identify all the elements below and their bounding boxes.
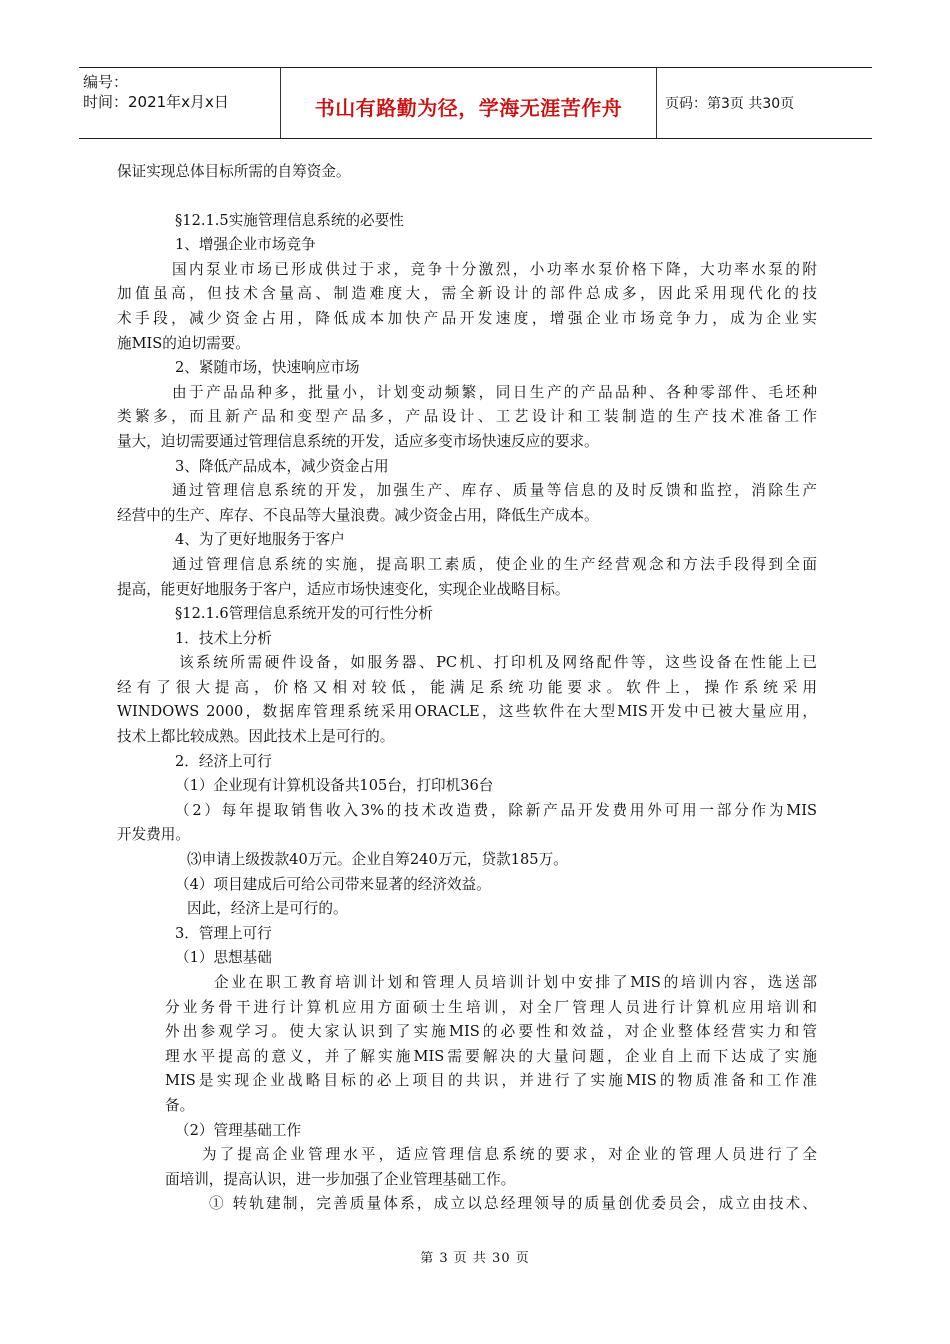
text-line: 2、紧随市场，快速响应市场 — [175, 359, 360, 377]
text-line: 1、增强企业市场竞争 — [175, 236, 316, 254]
text-line: §12.1.5实施管理信息系统的必要性 — [175, 211, 404, 229]
text-line: 类繁多，而且新产品和变型产品多，产品设计、工艺设计和工装制造的生产技术准备工作 — [117, 408, 817, 426]
text-line: 分业务骨干进行计算机应用方面硕士生培训，对全厂管理人员进行计算机应用培训和 — [165, 998, 817, 1016]
text-line: 由于产品品种多，批量小，计划变动频繁，同日生产的产品品种、各种零部件、毛坯种 — [172, 383, 817, 401]
text-line: 通过管理信息系统的开发，加强生产、库存、质量等信息的及时反馈和监控，消除生产 — [172, 482, 817, 500]
text-line: 保证实现总体目标所需的自筹资金。 — [117, 163, 351, 180]
header-page-info — [657, 68, 872, 138]
page-info: 页码：第3页 共30页 — [665, 96, 795, 112]
page-footer: 第 3 页 共 30 页 — [420, 1251, 530, 1266]
text-line: （2）管理基础工作 — [175, 1121, 302, 1139]
text-line: （1）企业现有计算机设备共105台，打印机36台 — [175, 777, 494, 795]
text-line: 因此，经济上是可行的。 — [187, 900, 348, 918]
text-line: 3、降低产品成本，减少资金占用 — [175, 457, 389, 475]
text-line: 技术上都比较成熟。因此技术上是可行的。 — [117, 728, 395, 746]
text-line: 术手段，减少资金占用，降低成本加快产品开发速度，增强企业市场竞争力，成为企业实 — [117, 309, 817, 327]
text-line: 加值虽高，但技术含量高、制造难度大，需全新设计的部件总成多，因此采用现代化的技 — [117, 285, 817, 303]
text-line: §12.1.6管理信息系统开发的可行性分析 — [175, 605, 434, 623]
text-line: 2．经济上可行 — [175, 752, 272, 770]
document-body — [117, 160, 817, 1217]
text-line: 该系统所需硬件设备，如服务器、PC机、打印机及网络配件等，这些设备在性能上已 — [179, 654, 817, 672]
header-motto: 书山有路勤为径，学海无涯苦作舟 — [314, 95, 623, 120]
text-line: 理水平提高的意义，并了解实施MIS需要解决的大量问题，企业自上而下达成了实施 — [165, 1047, 817, 1065]
text-line: 国内泵业市场已形成供过于求，竞争十分激烈，小功率水泵价格下降，大功率水泵的附 — [172, 260, 817, 278]
paragraph-spacer — [117, 185, 817, 209]
text-line: ⑶申请上级拨款40万元。企业自筹240万元，贷款185万。 — [187, 851, 568, 869]
text-line: 4、为了更好地服务于客户 — [175, 531, 345, 549]
header-motto-cell — [281, 68, 657, 138]
text-line: 经有了很大提高，价格又相对较低，能满足系统功能要求。软件上，操作系统采用 — [117, 678, 817, 696]
text-line: 提高，能更好地服务于客户，适应市场快速变化，实现企业战略目标。 — [117, 580, 570, 598]
text-line: 施MIS的迫切需要。 — [117, 334, 250, 352]
text-line: 面培训，提高认识，进一步加强了企业管理基础工作。 — [165, 1170, 516, 1188]
text-line: （1）思想基础 — [175, 949, 272, 967]
text-line: 量大，迫切需要通过管理信息系统的开发，适应多变市场快速反应的要求。 — [117, 432, 599, 450]
text-line: 1．技术上分析 — [175, 629, 272, 647]
text-line: 为了提高企业管理水平，适应管理信息系统的要求，对企业的管理人员进行了全 — [202, 1146, 817, 1164]
text-line: （2）每年提取销售收入3%的技术改造费，除新产品开发费用外可用一部分作为MIS — [175, 801, 817, 819]
document-number: 编号： — [83, 73, 129, 91]
text-line: WINDOWS 2000，数据库管理系统采用ORACLE，这些软件在大型MIS开发中已被大量应用， — [117, 703, 817, 721]
header-meta — [79, 68, 281, 138]
text-line: 企业在职工教育培训计划和管理人员培训计划中安排了MIS的培训内容，选送部 — [214, 974, 817, 991]
text-line: MIS是实现企业战略目标的必上项目的共识，并进行了实施MIS的物质准备和工作准 — [165, 1072, 817, 1090]
text-line: 外出参观学习。使大家认识到了实施MIS的必要性和效益，对企业整体经营实力和管 — [165, 1023, 817, 1041]
document-date: 时间：2021年x月x日 — [83, 93, 229, 111]
page-header — [79, 67, 872, 139]
text-line: 经营中的生产、库存、不良品等大量浪费。减少资金占用，降低生产成本。 — [117, 506, 599, 524]
text-line: ① 转轨建制，完善质量体系，成立以总经理领导的质量创优委员会，成立由技术、 — [209, 1195, 817, 1213]
text-line: 开发费用。 — [117, 826, 190, 844]
text-line: （4）项目建成后可给公司带来显著的经济效益。 — [175, 875, 491, 893]
text-line: 备。 — [165, 1096, 195, 1114]
text-line: 3．管理上可行 — [175, 924, 272, 942]
text-line: 通过管理信息系统的实施，提高职工素质，使企业的生产经营观念和方法手段得到全面 — [172, 555, 817, 573]
